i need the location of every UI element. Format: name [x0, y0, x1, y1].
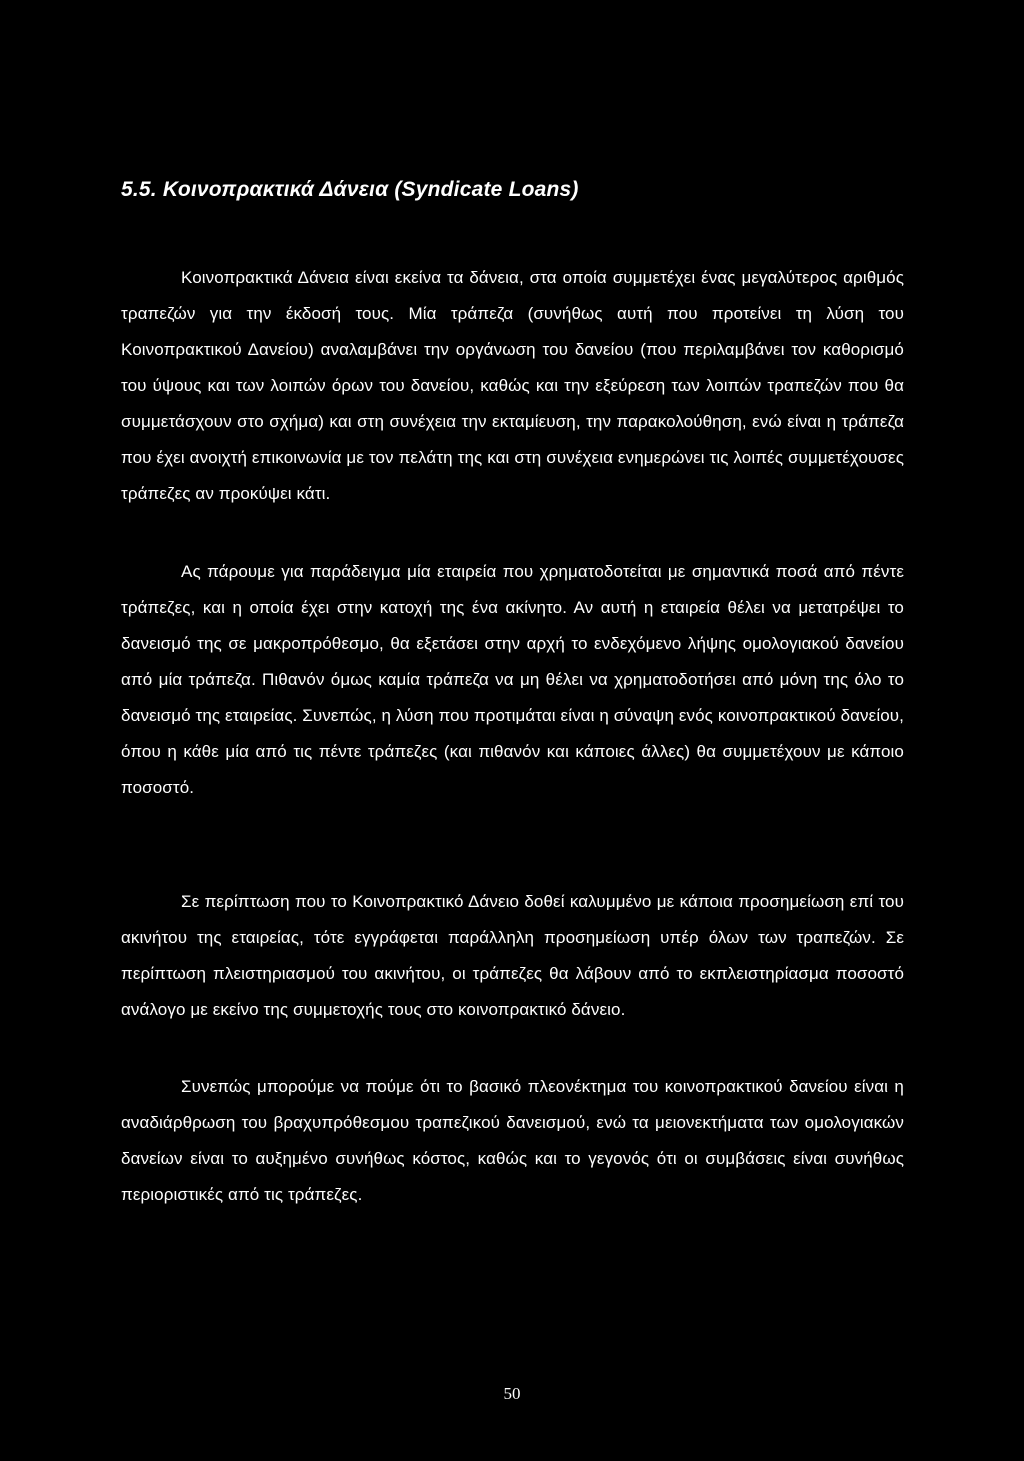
page-number: 50: [503, 1384, 521, 1403]
paragraph-definition: Κοινοπρακτικά Δάνεια είναι εκείνα τα δάνεια, στα οποία συμμετέχει ένας μεγαλύτερος αριθμός τραπεζών για την έκδοσή τους. Μία τράπεζα (συνήθως αυτή που προτείνει τη λύση του Κοινοπρακτικού Δανείου) αναλαμβάνει την οργάνωση του δανείου (που περιλαμβάνει τον καθορισμό του ύψους και των λοιπών όρων του δανείου, καθώς και την εξεύρεση των λοιπών τραπεζών που θα συμμετάσχουν στο σχήμα) και στη συνέχεια την εκταμίευση, την παρακολούθηση, ενώ είναι η τράπεζα που έχει ανοιχτή επικοινωνία με τον πελάτη της και στη συνέχεια ενημερώνει τις λοιπές συμμετέχουσες τράπεζες αν προκύψει κάτι.: [121, 268, 904, 503]
section-heading: 5.5. Κοινοπρακτικά Δάνεια (Syndicate Loans): [121, 178, 579, 201]
paragraph-example: Ας πάρουμε για παράδειγμα μία εταιρεία που χρηματοδοτείται με σημαντικά ποσά από πέντε τράπεζες, και η οποία έχει στην κατοχή της ένα ακίνητο. Αν αυτή η εταιρεία θέλει να μετατρέψει το δανεισμό της σε μακροπρόθεσμο, θα εξετάσει στην αρχή το ενδεχόμενο λήψης ομολογιακού δανείου από μία τράπεζα. Πιθανόν όμως καμία τράπεζα να μη θέλει να χρηματοδοτήσει από μόνη της όλο το δανεισμό της εταιρείας. Συνεπώς, η λύση που προτιμάται είναι η σύναψη ενός κοινοπρακτικού δανείου, όπου η κάθε μία από τις πέντε τράπεζες (και πιθανόν και κάποιες άλλες) θα συμμετέχουν με κάποιο ποσοστό.: [121, 562, 904, 797]
paragraph-mortgage: Σε περίπτωση που το Κοινοπρακτικό Δάνειο δοθεί καλυμμένο με κάποια προσημείωση επί του ακινήτου της εταιρείας, τότε εγγράφεται παράλληλη προσημείωση υπέρ όλων των τραπεζών. Σε περίπτωση πλειστηριασμού του ακινήτου, οι τράπεζες θα λάβουν από το εκπλειστηρίασμα ποσοστό ανάλογο με εκείνο της συμμετοχής τους στο κοινοπρακτικό δάνειο.: [121, 892, 904, 1019]
paragraph-conclusion: Συνεπώς μπορούμε να πούμε ότι το βασικό πλεονέκτημα του κοινοπρακτικού δανείου είναι η αναδιάρθρωση του βραχυπρόθεσμου τραπεζικού δανεισμού, ενώ τα μειονεκτήματα των ομολογιακών δανείων είναι το αυξημένο συνήθως κόστος, καθώς και το γεγονός ότι οι συμβάσεις είναι συνήθως περιοριστικές από τις τράπεζες.: [121, 1077, 904, 1204]
